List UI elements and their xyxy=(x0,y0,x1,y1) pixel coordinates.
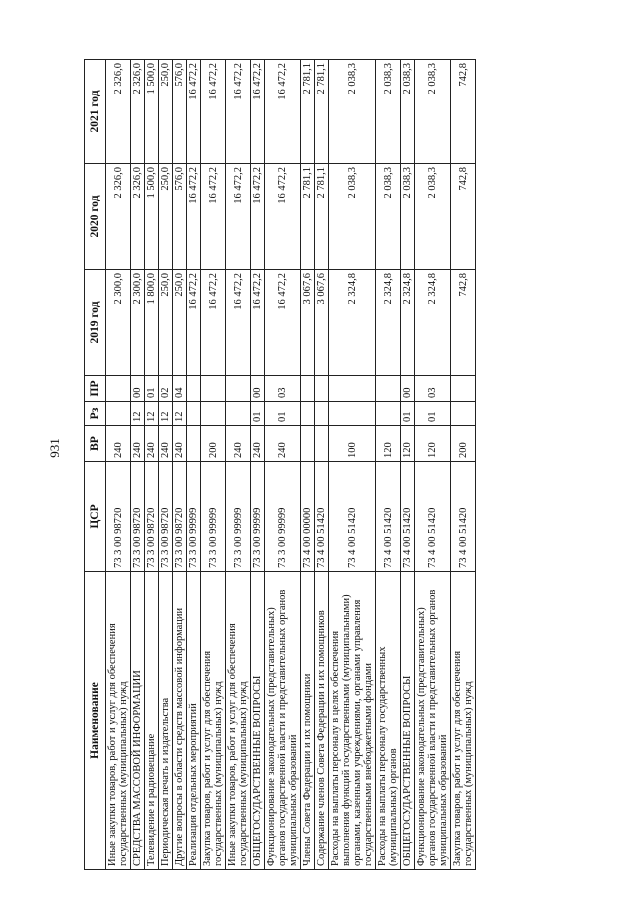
cell-y2019: 16 472,2 xyxy=(226,270,251,376)
cell-pr: 02 xyxy=(159,376,173,402)
header-name: Наименование xyxy=(85,572,106,870)
cell-name: Иные закупки товаров, работ и услуг для обеспечения государственных (муниципальных) нужд xyxy=(226,572,251,870)
cell-y2020: 2 326,0 xyxy=(131,164,145,270)
cell-pr: 00 xyxy=(251,376,265,402)
cell-rz xyxy=(451,402,476,426)
cell-csr: 73 3 00 99999 xyxy=(265,462,301,572)
cell-y2020: 16 472,2 xyxy=(187,164,201,270)
header-rz: Рз xyxy=(85,402,106,426)
cell-csr: 73 4 00 51420 xyxy=(376,462,401,572)
cell-y2021: 16 472,2 xyxy=(265,60,301,164)
cell-rz: 01 xyxy=(415,402,451,426)
cell-name: Другие вопросы в области средств массовой информации xyxy=(173,572,187,870)
cell-name: СРЕДСТВА МАССОВОЙ ИНФОРМАЦИИ xyxy=(131,572,145,870)
cell-y2019: 16 472,2 xyxy=(251,270,265,376)
cell-vr: 240 xyxy=(131,426,145,462)
cell-csr: 73 3 00 98720 xyxy=(145,462,159,572)
cell-name: Реализация отдельных мероприятий xyxy=(187,572,201,870)
cell-y2021: 2 038,3 xyxy=(329,60,376,164)
cell-rz xyxy=(201,402,226,426)
cell-rz: 12 xyxy=(131,402,145,426)
cell-pr xyxy=(376,376,401,402)
cell-y2019: 250,0 xyxy=(159,270,173,376)
cell-y2020: 16 472,2 xyxy=(251,164,265,270)
cell-y2019: 1 800,0 xyxy=(145,270,159,376)
cell-name: Телевидение и радиовещание xyxy=(145,572,159,870)
cell-y2019: 742,8 xyxy=(451,270,476,376)
cell-rz: 12 xyxy=(145,402,159,426)
cell-rz: 12 xyxy=(159,402,173,426)
cell-csr: 73 3 00 99999 xyxy=(187,462,201,572)
cell-pr: 01 xyxy=(145,376,159,402)
cell-name: Функционирование законодательных (представительных) органов государственной власти и представительных органов муниципальных образований xyxy=(265,572,301,870)
cell-rz: 01 xyxy=(265,402,301,426)
table-row xyxy=(201,60,226,870)
cell-vr: 240 xyxy=(145,426,159,462)
header-csr: ЦСР xyxy=(85,462,106,572)
cell-y2020: 2 781,1 xyxy=(301,164,315,270)
cell-rz: 01 xyxy=(251,402,265,426)
cell-name: Функционирование законодательных (представительных) органов государственной власти и представительных органов муниципальных образований xyxy=(415,572,451,870)
table-row xyxy=(226,60,251,870)
header-2020: 2020 год xyxy=(85,164,106,270)
cell-y2019: 3 067,6 xyxy=(301,270,315,376)
cell-y2021: 16 472,2 xyxy=(201,60,226,164)
cell-rz xyxy=(301,402,315,426)
cell-y2019: 16 472,2 xyxy=(201,270,226,376)
cell-vr: 240 xyxy=(226,426,251,462)
cell-y2021: 16 472,2 xyxy=(187,60,201,164)
cell-y2021: 1 500,0 xyxy=(145,60,159,164)
cell-y2021: 16 472,2 xyxy=(251,60,265,164)
table-row xyxy=(265,60,301,870)
cell-y2020: 2 781,1 xyxy=(315,164,329,270)
cell-y2021: 2 038,3 xyxy=(376,60,401,164)
cell-vr: 120 xyxy=(401,426,415,462)
cell-vr: 120 xyxy=(415,426,451,462)
cell-name: Закупка товаров, работ и услуг для обеспечения государственных (муниципальных) нужд xyxy=(451,572,476,870)
cell-name: Закупка товаров, работ и услуг для обеспечения государственных (муниципальных) нужд xyxy=(201,572,226,870)
cell-name: ОБЩЕГОСУДАРСТВЕННЫЕ ВОПРОСЫ xyxy=(251,572,265,870)
cell-y2020: 250,0 xyxy=(159,164,173,270)
cell-pr xyxy=(106,376,131,402)
cell-rz: 12 xyxy=(173,402,187,426)
cell-y2019: 2 324,8 xyxy=(329,270,376,376)
cell-y2021: 742,8 xyxy=(451,60,476,164)
cell-rz xyxy=(329,402,376,426)
cell-y2020: 16 472,2 xyxy=(226,164,251,270)
cell-csr: 73 3 00 99999 xyxy=(251,462,265,572)
header-pr: ПР xyxy=(85,376,106,402)
cell-csr: 73 3 00 98720 xyxy=(173,462,187,572)
cell-y2019: 250,0 xyxy=(173,270,187,376)
cell-vr: 200 xyxy=(451,426,476,462)
table-header xyxy=(85,60,106,870)
table-row xyxy=(329,60,376,870)
cell-y2019: 2 324,8 xyxy=(376,270,401,376)
cell-y2021: 2 326,0 xyxy=(131,60,145,164)
table-row xyxy=(131,60,145,870)
cell-name: Расходы на выплаты персоналу в целях обеспечения выполнения функций государственными (муниципальными) органами, казенными учреждениями, органами управления государственными внебюджетными фондами xyxy=(329,572,376,870)
header-2021: 2021 год xyxy=(85,60,106,164)
cell-name: Содержание членов Совета Федерации и их помощников xyxy=(315,572,329,870)
cell-csr: 73 4 00 51420 xyxy=(329,462,376,572)
cell-name: Периодическая печать и издательства xyxy=(159,572,173,870)
cell-csr: 73 4 00 51420 xyxy=(401,462,415,572)
cell-y2020: 742,8 xyxy=(451,164,476,270)
table-row xyxy=(315,60,329,870)
cell-pr: 00 xyxy=(131,376,145,402)
cell-y2020: 16 472,2 xyxy=(265,164,301,270)
table-row xyxy=(376,60,401,870)
cell-pr xyxy=(226,376,251,402)
cell-csr: 73 3 00 98720 xyxy=(106,462,131,572)
cell-rz xyxy=(315,402,329,426)
table-row xyxy=(401,60,415,870)
table-row xyxy=(106,60,131,870)
cell-rz xyxy=(376,402,401,426)
cell-vr: 200 xyxy=(201,426,226,462)
cell-name: Расходы на выплаты персоналу государственных (муниципальных) органов xyxy=(376,572,401,870)
cell-csr: 73 3 00 98720 xyxy=(159,462,173,572)
cell-y2019: 16 472,2 xyxy=(265,270,301,376)
cell-pr: 00 xyxy=(401,376,415,402)
cell-y2020: 2 038,3 xyxy=(415,164,451,270)
header-2019: 2019 год xyxy=(85,270,106,376)
cell-y2020: 2 038,3 xyxy=(376,164,401,270)
cell-pr xyxy=(329,376,376,402)
cell-pr xyxy=(315,376,329,402)
cell-rz xyxy=(187,402,201,426)
cell-y2021: 576,0 xyxy=(173,60,187,164)
cell-y2019: 2 300,0 xyxy=(106,270,131,376)
cell-y2019: 3 067,6 xyxy=(315,270,329,376)
cell-pr: 03 xyxy=(415,376,451,402)
cell-y2021: 250,0 xyxy=(159,60,173,164)
table-body xyxy=(106,60,476,870)
cell-pr xyxy=(451,376,476,402)
table-row xyxy=(415,60,451,870)
cell-vr xyxy=(187,426,201,462)
cell-csr: 73 3 00 99999 xyxy=(226,462,251,572)
cell-vr: 240 xyxy=(251,426,265,462)
cell-rz xyxy=(106,402,131,426)
cell-y2019: 16 472,2 xyxy=(187,270,201,376)
header-vr: ВР xyxy=(85,426,106,462)
cell-y2020: 2 038,3 xyxy=(401,164,415,270)
cell-pr: 04 xyxy=(173,376,187,402)
table-row xyxy=(451,60,476,870)
cell-csr: 73 3 00 98720 xyxy=(131,462,145,572)
cell-y2020: 2 326,0 xyxy=(106,164,131,270)
cell-y2020: 16 472,2 xyxy=(201,164,226,270)
cell-y2021: 2 781,1 xyxy=(315,60,329,164)
cell-vr: 240 xyxy=(106,426,131,462)
cell-vr: 120 xyxy=(376,426,401,462)
cell-y2019: 2 324,8 xyxy=(401,270,415,376)
cell-vr: 240 xyxy=(159,426,173,462)
cell-vr: 240 xyxy=(173,426,187,462)
cell-vr xyxy=(301,426,315,462)
table-row xyxy=(251,60,265,870)
cell-y2021: 2 038,3 xyxy=(401,60,415,164)
cell-y2019: 2 324,8 xyxy=(415,270,451,376)
cell-y2020: 576,0 xyxy=(173,164,187,270)
cell-y2021: 2 326,0 xyxy=(106,60,131,164)
cell-y2021: 2 781,1 xyxy=(301,60,315,164)
table-row xyxy=(173,60,187,870)
cell-csr: 73 4 00 51420 xyxy=(415,462,451,572)
cell-pr xyxy=(187,376,201,402)
cell-y2021: 16 472,2 xyxy=(226,60,251,164)
cell-csr: 73 4 00 51420 xyxy=(315,462,329,572)
budget-table xyxy=(84,59,476,870)
cell-y2021: 2 038,3 xyxy=(415,60,451,164)
cell-name: Иные закупки товаров, работ и услуг для обеспечения государственных (муниципальных) нужд xyxy=(106,572,131,870)
page-number: 931 xyxy=(47,438,62,458)
table-row xyxy=(187,60,201,870)
cell-csr: 73 4 00 00000 xyxy=(301,462,315,572)
rotated-table-container xyxy=(84,60,574,870)
table-row xyxy=(159,60,173,870)
cell-pr xyxy=(301,376,315,402)
cell-vr xyxy=(315,426,329,462)
cell-csr: 73 3 00 99999 xyxy=(201,462,226,572)
cell-rz: 01 xyxy=(401,402,415,426)
cell-vr: 100 xyxy=(329,426,376,462)
cell-pr xyxy=(201,376,226,402)
table-row xyxy=(301,60,315,870)
cell-y2019: 2 300,0 xyxy=(131,270,145,376)
cell-y2020: 2 038,3 xyxy=(329,164,376,270)
cell-y2020: 1 500,0 xyxy=(145,164,159,270)
cell-name: Члены Совета Федерации и их помощники xyxy=(301,572,315,870)
cell-csr: 73 4 00 51420 xyxy=(451,462,476,572)
cell-vr: 240 xyxy=(265,426,301,462)
cell-name: ОБЩЕГОСУДАРСТВЕННЫЕ ВОПРОСЫ xyxy=(401,572,415,870)
cell-rz xyxy=(226,402,251,426)
cell-pr: 03 xyxy=(265,376,301,402)
table-row xyxy=(145,60,159,870)
